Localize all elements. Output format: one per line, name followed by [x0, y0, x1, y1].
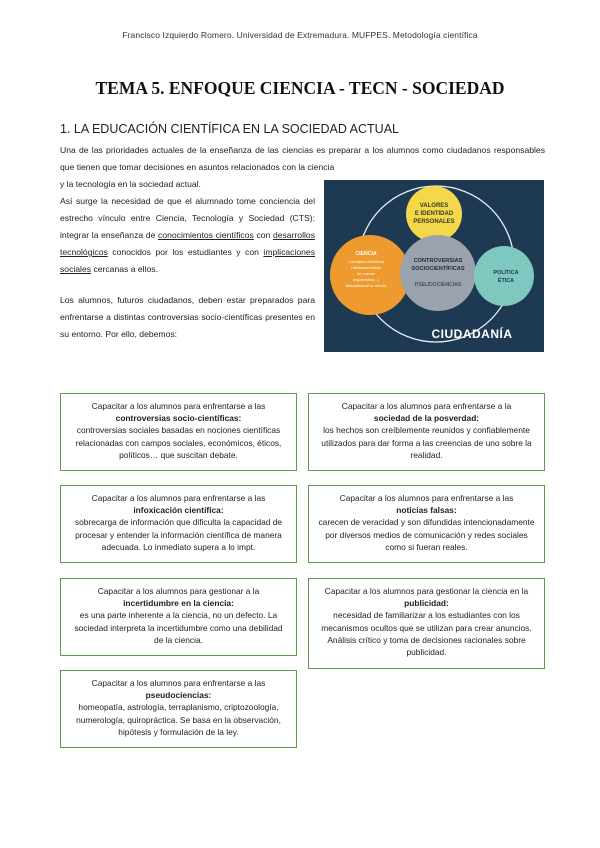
box-incertidumbre [60, 578, 297, 656]
ciencia-line-5: Naturaleza de la ciencia [345, 284, 387, 288]
page-title: TEMA 5. ENFOQUE CIENCIA - TECN - SOCIEDAD [95, 78, 505, 98]
box-description: carecen de veracidad y son difundidas intencionadamente por diversos medios de comunicación y redes sociales como si fueran reales. [318, 517, 535, 552]
box-topic: infoxicación científica: [133, 505, 224, 516]
intro-paragraph-end: y la tecnología en la sociedad actual. [60, 179, 201, 189]
intro-paragraph: Una de las prioridades actuales de la enseñanza de las ciencias es preparar a los alumnos como ciudadanos responsables que tienen que tomar decisiones en asuntos relacionados con la ciencia [60, 145, 545, 172]
box-noticias-falsas [308, 485, 545, 563]
cts-text-a: Así surge la necesidad de que el alumnado tome conciencia del estrecho vínculo entre Ciencia, Tecnología y Sociedad (CTS): integrar la enseñanza de [60, 196, 315, 240]
box-lead: Capacitar a los alumnos para enfrentarse a la [341, 401, 512, 411]
cts-text-b: con [253, 230, 273, 240]
box-infoxicacion [60, 485, 297, 563]
ciencia-line-2: Habilidades/ideas [351, 266, 381, 270]
politica-circle [474, 246, 534, 306]
infographic-svg [324, 180, 544, 352]
box-description: es una parte inherente a la ciencia, no un defecto. La sociedad interpreta la incertidumbre como una debilidad de la ciencia. [74, 610, 283, 645]
cts-paragraph [60, 193, 315, 278]
etica-label: ÉTICA [497, 278, 515, 284]
box-topic: publicidad: [404, 598, 449, 609]
box-lead: Capacitar a los alumnos para enfrentarse a las [91, 678, 266, 688]
box-lead: Capacitar a los alumnos para enfrentarse a las [91, 401, 266, 411]
box-topic: pseudociencias: [145, 690, 212, 701]
box-description: los hechos son creíblemente reunidos y confiablemente utilizados para dar forma a las creencias de uno sobre la realidad. [321, 425, 532, 460]
cts-underline-desarrollos: desarrollos tecnológicos [60, 230, 315, 257]
ciencia-line-1: Conceptos científicos [347, 260, 385, 264]
box-posverdad [308, 393, 545, 471]
politica-label: POLÍTICA [493, 270, 519, 276]
valores-label-2: E IDENTIDAD [414, 211, 454, 217]
page-header: Francisco Izquierdo Romero. Universidad de Extremadura. MUFPES. Metodología científica [122, 30, 478, 40]
controversias-label-1: CONTROVERSIAS [413, 258, 463, 264]
box-description: sobrecarga de información que dificulta la capacidad de procesar y entender la información científica de manera adecuada. Lo inmediato supera a lo impt. [74, 517, 283, 552]
ciencia-line-3: de nuevos [357, 272, 375, 276]
box-topic: sociedad de la posverdad: [373, 413, 480, 424]
cts-text-d: cercanas a ellos. [91, 264, 158, 274]
ciencia-title: CIENCIA [355, 251, 377, 257]
box-lead: Capacitar a los alumnos para enfrentarse a las [91, 493, 266, 503]
box-topic: noticias falsas: [396, 505, 457, 516]
box-pseudociencias [60, 670, 297, 748]
box-description: necesidad de familiarizar a los estudiantes con los mecanismos ocultos que se utilizan para crear anuncios. Análisis crítico y toma de decisiones racionales sobre publicidad. [321, 610, 532, 658]
valores-label-3: PERSONALES [413, 219, 455, 225]
box-lead: Capacitar a los alumnos para enfrentarse a las [339, 493, 514, 503]
ciencia-line-4: argumentos(...) [353, 278, 379, 282]
cts-infographic [324, 180, 544, 352]
controversias-label-2: SOCIOCIENTÍFICAS [411, 266, 465, 272]
cts-underline-conocimientos: conocimientos científicos [158, 230, 254, 240]
box-description: controversias sociales basadas en nociones científicas relacionadas con campos sociales, económicos, éticos, políticos… que suscitan debate. [75, 425, 282, 460]
ciudadania-label: CIUDADANÍA [431, 327, 513, 341]
students-paragraph: Los alumnos, futuros ciudadanos, deben estar preparados para enfrentarse a distintas controversias socio-científicas presentes en su entorno. Por ello, debemos: [60, 295, 315, 339]
box-lead: Capacitar a los alumnos para gestionar a la [97, 586, 260, 596]
cts-underline-implicaciones: implicaciones sociales [60, 247, 315, 274]
valores-label-1: VALORES [419, 203, 449, 209]
cts-text-c: conocidos por los estudiantes y con [107, 247, 264, 257]
box-description: homeopatía, astrología, terraplanismo, criptozoología, numerología, quiropráctica. Se basa en la observación, hipótesis y formulación de la ley. [76, 702, 281, 737]
box-topic: controversias socio-científicas: [115, 413, 242, 424]
box-lead: Capacitar a los alumnos para gestionar la ciencia en la [324, 586, 529, 596]
box-publicidad [308, 578, 545, 669]
section-title: 1. LA EDUCACIÓN CIENTÍFICA EN LA SOCIEDAD ACTUAL [60, 122, 399, 136]
pseudociencias-label: PSEUDOCIENCIAS [414, 282, 462, 288]
controversias-circle [400, 235, 476, 311]
box-controversias [60, 393, 297, 471]
box-topic: incertidumbre en la ciencia: [123, 598, 234, 609]
